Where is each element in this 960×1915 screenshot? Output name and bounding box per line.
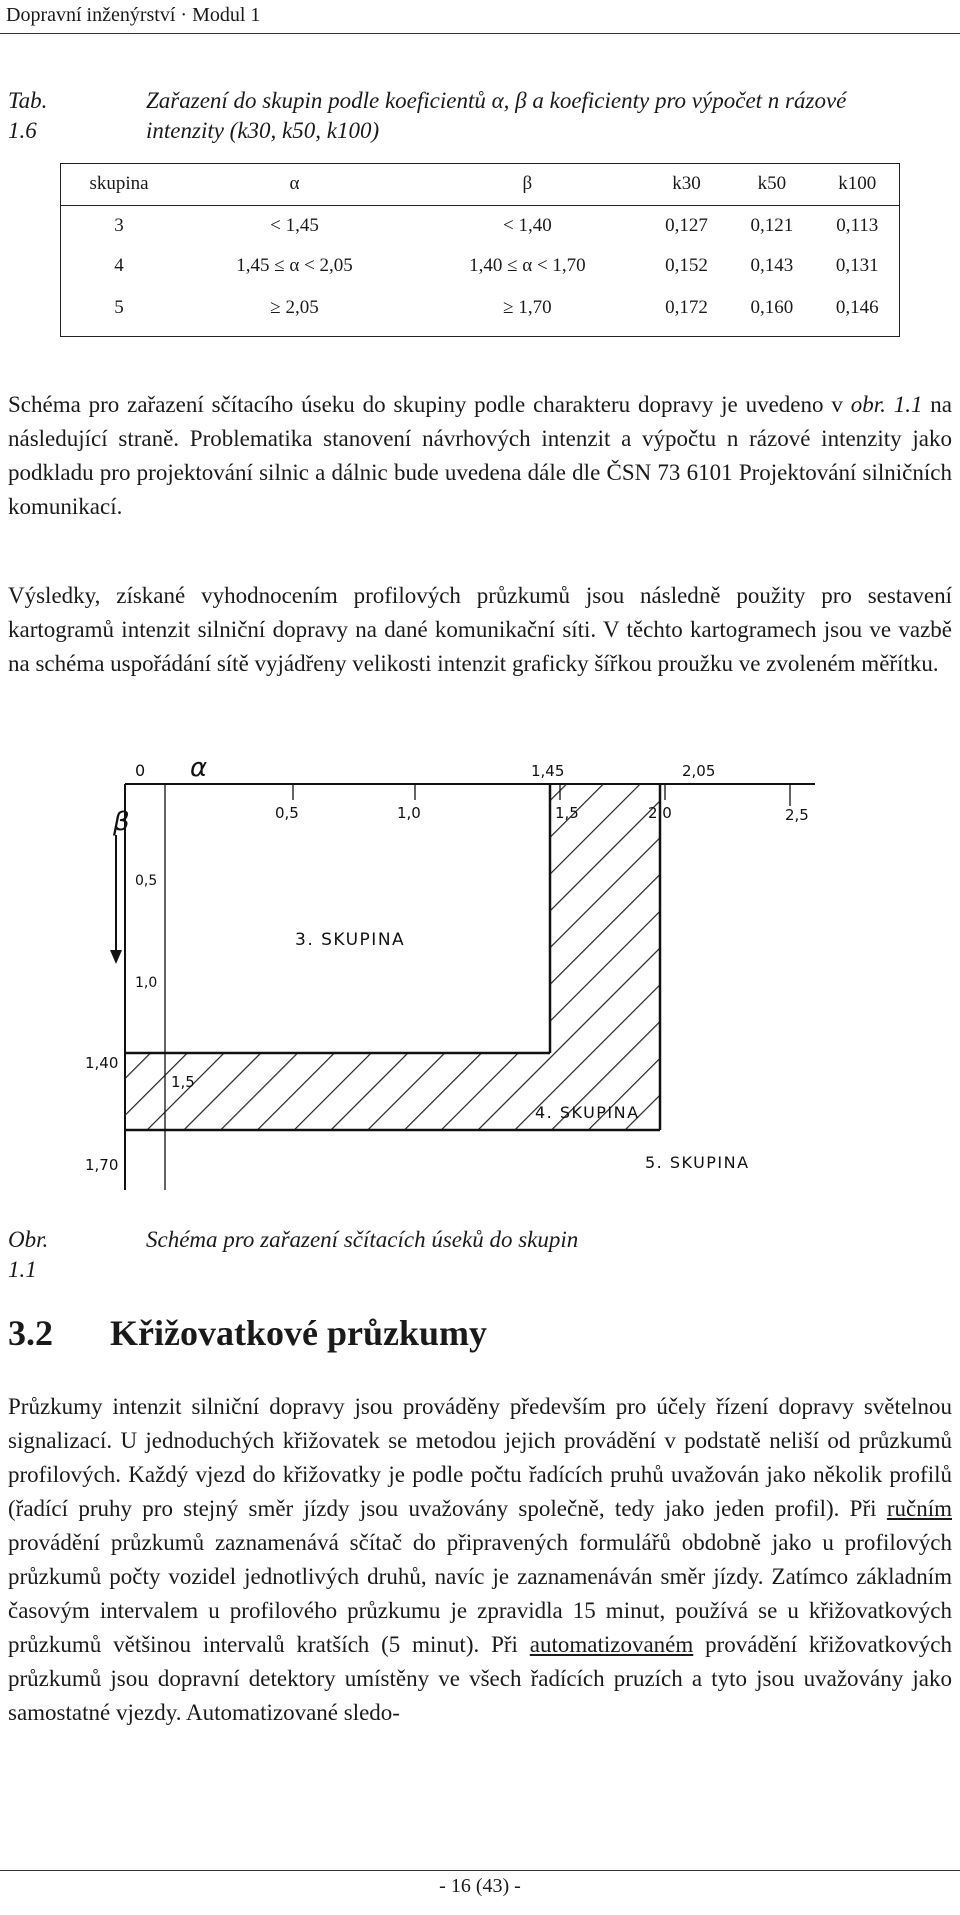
table-cell: 1,45 ≤ α < 2,05 — [236, 255, 353, 276]
table-cell: 0,121 — [750, 215, 794, 236]
paragraph-intersection-surveys — [8, 1390, 952, 1730]
group4-hatched-area — [125, 784, 660, 1130]
paragraph-text: Schéma pro zařazení sčítacího úseku do skupiny podle charakteru dopravy je uvedeno v — [8, 392, 851, 417]
alpha-tick-label: 1,5 — [555, 804, 579, 822]
origin-label: 0 — [135, 761, 146, 780]
page-number: - 16 (43) - — [439, 1875, 521, 1897]
table-cell: < 1,45 — [270, 215, 319, 236]
figure-caption-text: Schéma pro zařazení sčítacích úseků do skupin — [146, 1227, 579, 1252]
col-header: k50 — [729, 163, 814, 206]
table-cell: 0,113 — [836, 215, 879, 236]
beta-axis-label: β — [113, 807, 130, 837]
underlined-term: ručním — [886, 1496, 952, 1521]
groups-table — [60, 163, 900, 330]
paragraph-text: provádění křižovatkových průzkumů jsou dopravní detektory umístěny ve všech řadících pruzích a tyto jsou uvažovány jako samostatné vjezdy. Automatizované sledo- — [8, 1632, 952, 1725]
table-row — [60, 246, 900, 286]
paragraph-text: na následující straně. Problematika stanovení návrhových intenzit a výpočtu n rázové intenzity jako podkladu pro projektování silnic a dálnic bude uvedena dále dle ČSN 73 6101 Projektování silničních komunikací. — [8, 392, 952, 519]
alpha-tick-label: 1,45 — [531, 762, 565, 780]
table-label: Tab. 1.6 — [8, 88, 48, 143]
figure-label: Obr. 1.1 — [8, 1227, 49, 1282]
page-footer — [0, 1870, 960, 1898]
alpha-axis-label: α — [190, 753, 208, 783]
alpha-tick-label: 2,5 — [785, 806, 809, 824]
group3-label: 3. SKUPINA — [295, 930, 406, 950]
table-cell: 5 — [114, 297, 124, 318]
table-cell: 0,127 — [665, 215, 708, 236]
beta-tick-label: 1,70 — [85, 1156, 119, 1174]
table-cell: ≥ 2,05 — [270, 297, 319, 318]
col-header: k30 — [644, 163, 729, 206]
beta-tick-label: 1,0 — [135, 975, 158, 991]
alpha-tick-label: 2,0 — [648, 804, 672, 822]
figure-reference: obr. 1.1 — [850, 392, 923, 417]
col-header: skupina — [60, 163, 178, 206]
col-header: k100 — [815, 163, 900, 206]
beta-tick-label: 1,5 — [171, 1073, 195, 1091]
section-title: Křižovatkové průzkumy — [110, 1313, 487, 1353]
underlined-term: automatizovaném — [529, 1632, 694, 1657]
table-cell: 0,143 — [750, 255, 794, 276]
table-cell: 1,40 ≤ α < 1,70 — [469, 255, 586, 276]
beta-tick-label: 1,40 — [85, 1054, 119, 1072]
running-header — [0, 0, 960, 34]
running-title: Dopravní inženýrství · Modul 1 — [6, 4, 261, 26]
table-header-row — [60, 163, 900, 206]
table-cell: 0,160 — [750, 297, 794, 318]
table-caption-text: Zařazení do skupin podle koeficientů α, β a koeficienty pro výpočet n rázové intenzity (k30, k50, k100) — [146, 88, 847, 143]
table-row — [60, 206, 900, 247]
table-cell: 0,131 — [835, 255, 879, 276]
col-header: β — [411, 163, 644, 206]
section-number: 3.2 — [8, 1313, 53, 1353]
table-cell: 0,146 — [835, 297, 879, 318]
paragraph-text: Průzkumy intenzit silniční dopravy jsou prováděny především pro účely řízení dopravy světelnou signalizací. U jednoduchých křižovatek se metodou jejich provádění v podstatě neliší od průzkumů profilových. Každý vjezd do křižovatky je podle počtu řadících pruhů uvažován jako několik profilů (řadící pruhy pro stejný směr jízdy jsou uvažovány společně, tedy jako jeden profil). Při — [8, 1394, 952, 1521]
table-cell: 0,172 — [665, 297, 708, 318]
table-cell: 0,152 — [665, 255, 708, 276]
alpha-tick-label: 0,5 — [275, 804, 299, 822]
paragraph-text: provádění průzkumů zaznamenává sčítač do připravených formulářů obdobně jako u profilových průzkumů počty vozidel jednotlivých druhů, navíc je zaznamenáván směr jízdy. Zatímco základním časovým intervalem u profilového průzkumu je zpravidla 15 minut, používá se u křižovatkových průzkumů většinou intervalů kratších (5 minut). Při — [8, 1530, 952, 1657]
col-header: α — [178, 163, 411, 206]
alpha-tick-label: 2,05 — [682, 762, 716, 780]
table-cell: 4 — [114, 255, 124, 276]
table-cell: 3 — [114, 215, 124, 236]
group-schema-figure — [85, 750, 825, 1200]
beta-tick-label: 0,5 — [135, 873, 158, 889]
alpha-tick-label: 1,0 — [397, 804, 421, 822]
group4-label: 4. SKUPINA — [535, 1103, 640, 1122]
table-cell: ≥ 1,70 — [503, 297, 552, 318]
paragraph-schema — [8, 388, 952, 524]
group5-label: 5. SKUPINA — [645, 1153, 750, 1172]
paragraph-results: Výsledky, získané vyhodnocením profilových průzkumů jsou následně použity pro sestavení kartogramů intenzit silniční dopravy na dané komunikační síti. V těchto kartogramech jsou ve vazbě na schéma uspořádání sítě vyjádřeny velikosti intenzit graficky šířkou proužku ve zvoleném měřítku. — [8, 583, 952, 676]
table-row — [60, 286, 900, 330]
table-cell: < 1,40 — [503, 215, 552, 236]
